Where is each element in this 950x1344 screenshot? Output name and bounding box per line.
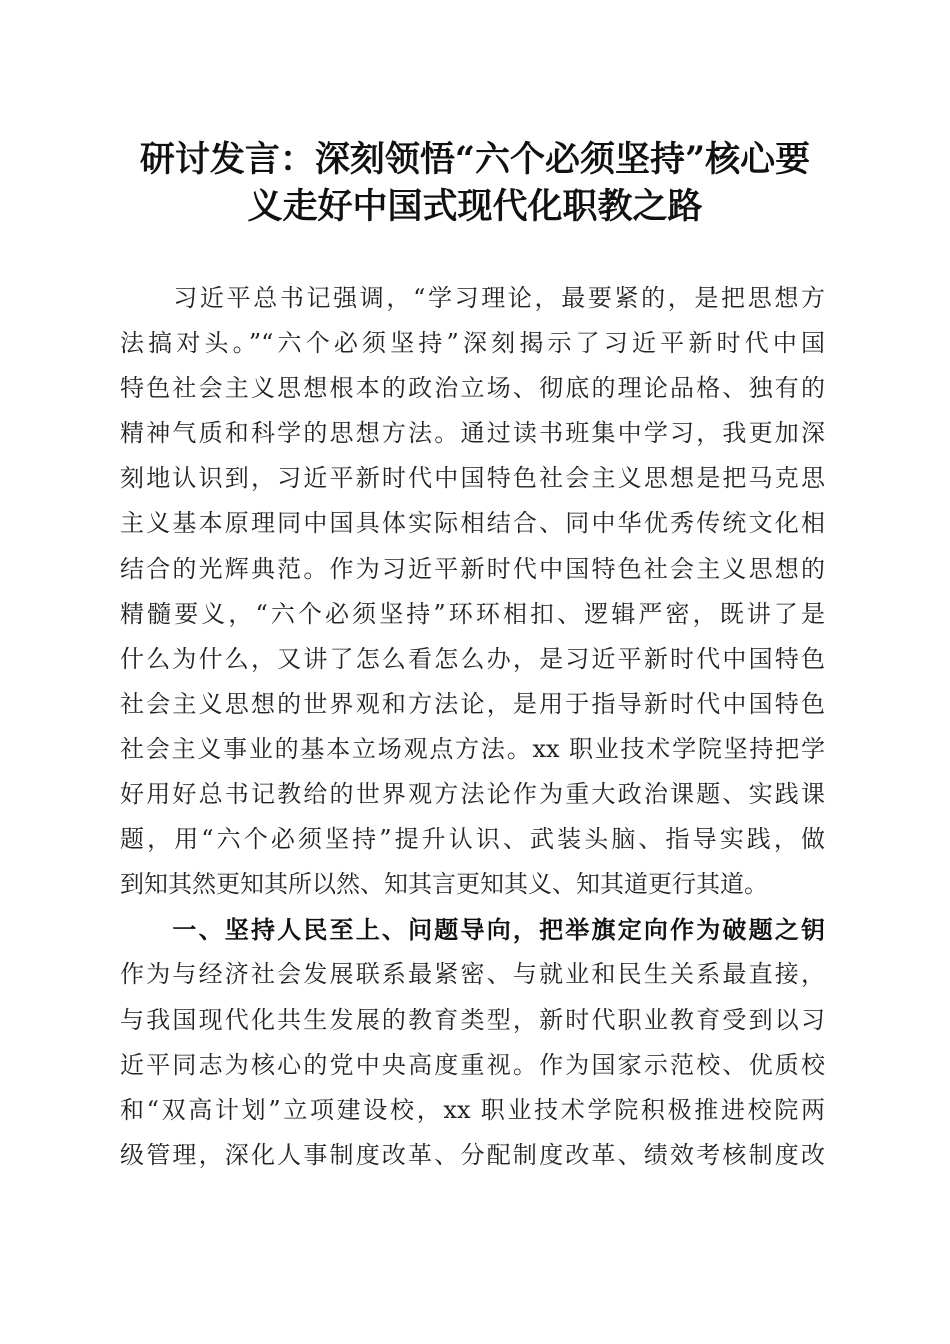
document-title (110, 136, 840, 230)
paragraph-intro (120, 276, 825, 907)
text-line: 社会主义思想的世界观和方法论，是用于指导新时代中国特色 (120, 689, 825, 718)
text-line: 题，用“六个必须坚持”提升认识、武装头脑、指导实践，做 (120, 825, 825, 854)
paragraph-section-1 (120, 952, 825, 1177)
text-line: 精髓要义，“六个必须坚持”环环相扣、逻辑严密，既讲了是 (120, 599, 825, 628)
text-line: 社会主义事业的基本立场观点方法。xx 职业技术学院坚持把学 (120, 734, 825, 763)
text-line: 特色社会主义思想根本的政治立场、彻底的理论品格、独有的 (120, 374, 825, 403)
text-line: 什么为什么，又讲了怎么看怎么办，是习近平新时代中国特色 (120, 644, 825, 673)
text-line: 作为与经济社会发展联系最紧密、与就业和民生关系最直接， (120, 960, 825, 989)
text-line: 结合的光辉典范。作为习近平新时代中国特色社会主义思想的 (120, 554, 825, 583)
text-line: 好用好总书记教给的世界观方法论作为重大政治课题、实践课 (120, 780, 825, 809)
text-line: 法搞对头。”“六个必须坚持”深刻揭示了习近平新时代中国 (120, 329, 825, 358)
text-line: 和“双高计划”立项建设校，xx 职业技术学院积极推进校院两 (120, 1095, 825, 1124)
text-line: 级管理，深化人事制度改革、分配制度改革、绩效考核制度改 (120, 1140, 825, 1169)
title-line-2: 义走好中国式现代化职教之路 (247, 186, 703, 227)
text-line: 习近平总书记强调，“学习理论，最要紧的，是把思想方 (120, 284, 825, 312)
document-body (120, 276, 825, 1178)
title-line-1: 研讨发言：深刻领悟“六个必须坚持”核心要 (139, 139, 811, 180)
text-line: 近平同志为核心的党中央高度重视。作为国家示范校、优质校 (120, 1050, 825, 1079)
text-line: 与我国现代化共生发展的教育类型，新时代职业教育受到以习 (120, 1005, 825, 1034)
text-line: 精神气质和科学的思想方法。通过读书班集中学习，我更加深 (120, 419, 825, 448)
text-line: 到知其然更知其所以然、知其言更知其义、知其道更行其道。 (120, 870, 768, 899)
text-line: 刻地认识到，习近平新时代中国特色社会主义思想是把马克思 (120, 464, 825, 493)
section-heading-1: 一、坚持人民至上、问题导向，把举旗定向作为破题之钥 (120, 915, 825, 945)
text-line: 主义基本原理同中国具体实际相结合、同中华优秀传统文化相 (120, 509, 825, 538)
